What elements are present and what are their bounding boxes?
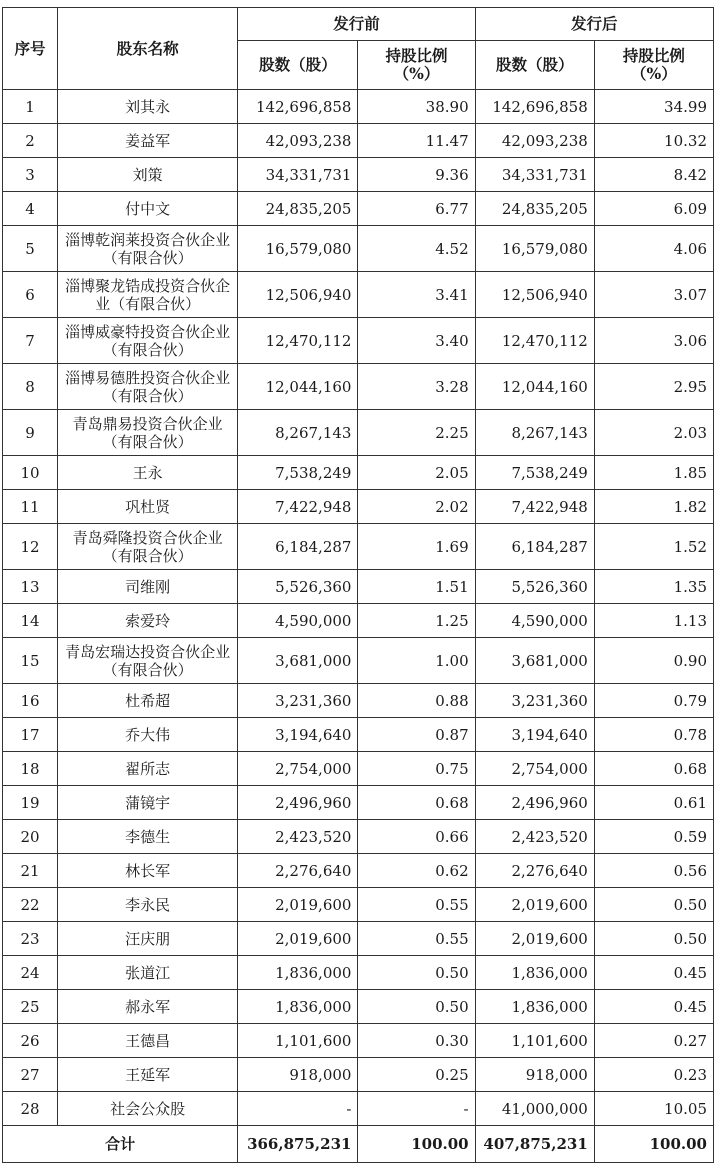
- ratio-after: 0.45: [594, 990, 713, 1024]
- shares-before: 142,696,858: [238, 90, 358, 124]
- shares-before: 2,019,600: [238, 922, 358, 956]
- shareholder-name: 蒲镜宇: [58, 786, 238, 820]
- row-index: 27: [3, 1058, 58, 1092]
- table-row: [3, 718, 714, 752]
- table-row: [3, 786, 714, 820]
- shareholder-table: [2, 7, 714, 1163]
- ratio-before: 0.88: [358, 684, 475, 718]
- shareholder-name: 姜益军: [58, 124, 238, 158]
- row-index: 14: [3, 604, 58, 638]
- ratio-after: 0.50: [594, 888, 713, 922]
- shares-after: 12,470,112: [475, 318, 594, 364]
- shares-before: 8,267,143: [238, 410, 358, 456]
- row-index: 17: [3, 718, 58, 752]
- table-row: [3, 1092, 714, 1126]
- row-index: 9: [3, 410, 58, 456]
- shares-after: 6,184,287: [475, 524, 594, 570]
- shareholder-name: 青岛舜隆投资合伙企业（有限合伙）: [58, 524, 238, 570]
- table-row: [3, 124, 714, 158]
- row-index: 24: [3, 956, 58, 990]
- ratio-before: 2.25: [358, 410, 475, 456]
- total-shares-after: 407,875,231: [475, 1126, 594, 1163]
- row-index: 16: [3, 684, 58, 718]
- shares-before: 5,526,360: [238, 570, 358, 604]
- shares-after: 41,000,000: [475, 1092, 594, 1126]
- ratio-before: 38.90: [358, 90, 475, 124]
- row-index: 21: [3, 854, 58, 888]
- table-row: [3, 226, 714, 272]
- shares-before: 6,184,287: [238, 524, 358, 570]
- ratio-before: 1.51: [358, 570, 475, 604]
- table-row: [3, 820, 714, 854]
- shareholder-name: 刘其永: [58, 90, 238, 124]
- ratio-before: 0.87: [358, 718, 475, 752]
- ratio-after: 1.52: [594, 524, 713, 570]
- table-row: [3, 364, 714, 410]
- ratio-after: 0.61: [594, 786, 713, 820]
- ratio-after: 0.68: [594, 752, 713, 786]
- total-ratio-before: 100.00: [358, 1126, 475, 1163]
- shares-before: 2,276,640: [238, 854, 358, 888]
- ratio-after: 10.32: [594, 124, 713, 158]
- table-row: [3, 272, 714, 318]
- ratio-before: 0.68: [358, 786, 475, 820]
- ratio-before: 3.28: [358, 364, 475, 410]
- shares-before: 2,019,600: [238, 888, 358, 922]
- shares-after: 3,231,360: [475, 684, 594, 718]
- row-index: 4: [3, 192, 58, 226]
- ratio-before: 3.40: [358, 318, 475, 364]
- shareholder-name: 王永: [58, 456, 238, 490]
- shareholder-name: 王延军: [58, 1058, 238, 1092]
- row-index: 1: [3, 90, 58, 124]
- row-index: 18: [3, 752, 58, 786]
- shareholder-name: 乔大伟: [58, 718, 238, 752]
- ratio-before: 0.62: [358, 854, 475, 888]
- ratio-before: 0.55: [358, 888, 475, 922]
- row-index: 25: [3, 990, 58, 1024]
- ratio-label: 持股比例: [385, 46, 448, 65]
- table-row: [3, 524, 714, 570]
- before-issue-header: 发行前: [238, 8, 475, 41]
- table-row: [3, 638, 714, 684]
- shares-after: 4,590,000: [475, 604, 594, 638]
- ratio-after: 0.50: [594, 922, 713, 956]
- ratio-before: 0.25: [358, 1058, 475, 1092]
- table-row: [3, 318, 714, 364]
- shares-before: 2,423,520: [238, 820, 358, 854]
- shareholder-name: 郝永军: [58, 990, 238, 1024]
- row-index: 23: [3, 922, 58, 956]
- shares-after: 1,836,000: [475, 990, 594, 1024]
- shareholder-name: 淄博聚龙锆成投资合伙企业（有限合伙）: [58, 272, 238, 318]
- shares-after: 5,526,360: [475, 570, 594, 604]
- shares-after: 16,579,080: [475, 226, 594, 272]
- shares-after: 1,101,600: [475, 1024, 594, 1058]
- shares-before: 3,231,360: [238, 684, 358, 718]
- table-row: [3, 570, 714, 604]
- shares-before: 12,470,112: [238, 318, 358, 364]
- shareholder-name: 淄博乾润莱投资合伙企业（有限合伙）: [58, 226, 238, 272]
- shares-after: 24,835,205: [475, 192, 594, 226]
- row-index: 19: [3, 786, 58, 820]
- ratio-before: 6.77: [358, 192, 475, 226]
- table-row: [3, 922, 714, 956]
- table-header: [3, 8, 714, 90]
- table-row: [3, 192, 714, 226]
- table-row: [3, 752, 714, 786]
- table-row: [3, 1058, 714, 1092]
- table-row: [3, 684, 714, 718]
- ratio-after: 2.03: [594, 410, 713, 456]
- ratio-unit: （%）: [631, 64, 677, 83]
- shares-after: 2,754,000: [475, 752, 594, 786]
- ratio-before: 2.05: [358, 456, 475, 490]
- ratio-before: 0.55: [358, 922, 475, 956]
- ratio-after: 0.23: [594, 1058, 713, 1092]
- row-index: 2: [3, 124, 58, 158]
- shareholder-name: 汪庆朋: [58, 922, 238, 956]
- shares-before: 24,835,205: [238, 192, 358, 226]
- ratio-after: 0.27: [594, 1024, 713, 1058]
- shareholder-name: 刘策: [58, 158, 238, 192]
- shareholder-name: 张道江: [58, 956, 238, 990]
- shares-after: 12,044,160: [475, 364, 594, 410]
- name-header: 股东名称: [58, 8, 238, 90]
- row-index: 11: [3, 490, 58, 524]
- ratio-before: 0.50: [358, 990, 475, 1024]
- ratio-after: 1.13: [594, 604, 713, 638]
- shareholder-name: 淄博威豪特投资合伙企业（有限合伙）: [58, 318, 238, 364]
- shares-before: 12,044,160: [238, 364, 358, 410]
- ratio-after: 0.45: [594, 956, 713, 990]
- ratio-before: 1.25: [358, 604, 475, 638]
- table-row: [3, 158, 714, 192]
- shares-after: 2,276,640: [475, 854, 594, 888]
- ratio-after: 34.99: [594, 90, 713, 124]
- shareholder-name: 巩杜贤: [58, 490, 238, 524]
- row-index: 15: [3, 638, 58, 684]
- ratio-before: 1.00: [358, 638, 475, 684]
- shares-after: 8,267,143: [475, 410, 594, 456]
- shareholder-name: 青岛宏瑞达投资合伙企业（有限合伙）: [58, 638, 238, 684]
- shares-before: 34,331,731: [238, 158, 358, 192]
- ratio-before: 1.69: [358, 524, 475, 570]
- ratio-before: 0.30: [358, 1024, 475, 1058]
- ratio-after: 0.59: [594, 820, 713, 854]
- index-header: 序号: [3, 8, 58, 90]
- shareholder-name: 青岛鼎易投资合伙企业（有限合伙）: [58, 410, 238, 456]
- table-body: [3, 90, 714, 1126]
- table-row: [3, 956, 714, 990]
- shares-before: 4,590,000: [238, 604, 358, 638]
- ratio-after: 2.95: [594, 364, 713, 410]
- shares-before: 12,506,940: [238, 272, 358, 318]
- ratio-after: 1.35: [594, 570, 713, 604]
- row-index: 20: [3, 820, 58, 854]
- ratio-unit: （%）: [393, 64, 440, 83]
- shares-after: 42,093,238: [475, 124, 594, 158]
- ratio-before: 3.41: [358, 272, 475, 318]
- ratio-before: 0.66: [358, 820, 475, 854]
- ratio-after: 6.09: [594, 192, 713, 226]
- ratio-after: 0.90: [594, 638, 713, 684]
- table-row: [3, 604, 714, 638]
- shares-after-header: 股数（股）: [475, 41, 594, 90]
- ratio-before: 9.36: [358, 158, 475, 192]
- shares-after: 2,496,960: [475, 786, 594, 820]
- ratio-label: 持股比例: [622, 46, 685, 65]
- shares-before: 1,836,000: [238, 990, 358, 1024]
- ratio-after: 0.78: [594, 718, 713, 752]
- shareholder-name: 李德生: [58, 820, 238, 854]
- row-index: 6: [3, 272, 58, 318]
- shares-before: 42,093,238: [238, 124, 358, 158]
- ratio-after: 0.79: [594, 684, 713, 718]
- shares-after: 34,331,731: [475, 158, 594, 192]
- shareholder-name: 淄博易德胜投资合伙企业（有限合伙）: [58, 364, 238, 410]
- table-footer: [3, 1126, 714, 1163]
- row-index: 10: [3, 456, 58, 490]
- shares-before: 1,101,600: [238, 1024, 358, 1058]
- shares-before: 7,538,249: [238, 456, 358, 490]
- shareholder-name: 司维刚: [58, 570, 238, 604]
- shares-after: 2,019,600: [475, 888, 594, 922]
- table-row: [3, 888, 714, 922]
- shareholder-name: 王德昌: [58, 1024, 238, 1058]
- ratio-after: 3.06: [594, 318, 713, 364]
- ratio-before: 11.47: [358, 124, 475, 158]
- table-row: [3, 490, 714, 524]
- ratio-before: 0.75: [358, 752, 475, 786]
- shareholder-name: 索爱玲: [58, 604, 238, 638]
- ratio-after: 4.06: [594, 226, 713, 272]
- table-row: [3, 456, 714, 490]
- total-ratio-after: 100.00: [594, 1126, 713, 1163]
- shares-before: 16,579,080: [238, 226, 358, 272]
- ratio-before: 0.50: [358, 956, 475, 990]
- total-row: [3, 1126, 714, 1163]
- shares-before: 1,836,000: [238, 956, 358, 990]
- shareholder-name: 林长军: [58, 854, 238, 888]
- table-row: [3, 990, 714, 1024]
- row-index: 3: [3, 158, 58, 192]
- after-issue-header: 发行后: [475, 8, 713, 41]
- table-row: [3, 854, 714, 888]
- ratio-before-header: [358, 41, 475, 90]
- shares-after: 7,422,948: [475, 490, 594, 524]
- ratio-after: 3.07: [594, 272, 713, 318]
- ratio-after-header: [594, 41, 713, 90]
- shares-before: 2,496,960: [238, 786, 358, 820]
- row-index: 5: [3, 226, 58, 272]
- shareholder-name: 付中文: [58, 192, 238, 226]
- ratio-before: 2.02: [358, 490, 475, 524]
- row-index: 28: [3, 1092, 58, 1126]
- row-index: 26: [3, 1024, 58, 1058]
- ratio-after: 1.82: [594, 490, 713, 524]
- shares-after: 1,836,000: [475, 956, 594, 990]
- shares-before: 918,000: [238, 1058, 358, 1092]
- ratio-after: 1.85: [594, 456, 713, 490]
- total-label: 合计: [3, 1126, 238, 1163]
- ratio-before: 4.52: [358, 226, 475, 272]
- shares-after: 918,000: [475, 1058, 594, 1092]
- shares-after: 2,019,600: [475, 922, 594, 956]
- row-index: 13: [3, 570, 58, 604]
- shareholder-name: 李永民: [58, 888, 238, 922]
- shareholder-name: 杜希超: [58, 684, 238, 718]
- table-row: [3, 410, 714, 456]
- shares-after: 12,506,940: [475, 272, 594, 318]
- ratio-after: 0.56: [594, 854, 713, 888]
- table-row: [3, 1024, 714, 1058]
- shares-before: 3,681,000: [238, 638, 358, 684]
- shares-before: -: [238, 1092, 358, 1126]
- row-index: 7: [3, 318, 58, 364]
- ratio-after: 10.05: [594, 1092, 713, 1126]
- row-index: 8: [3, 364, 58, 410]
- shares-after: 2,423,520: [475, 820, 594, 854]
- shareholder-name: 翟所志: [58, 752, 238, 786]
- shares-after: 3,194,640: [475, 718, 594, 752]
- shares-before: 2,754,000: [238, 752, 358, 786]
- row-index: 12: [3, 524, 58, 570]
- shares-after: 7,538,249: [475, 456, 594, 490]
- ratio-after: 8.42: [594, 158, 713, 192]
- shares-before-header: 股数（股）: [238, 41, 358, 90]
- row-index: 22: [3, 888, 58, 922]
- shares-before: 7,422,948: [238, 490, 358, 524]
- shares-after: 3,681,000: [475, 638, 594, 684]
- ratio-before: -: [358, 1092, 475, 1126]
- table-row: [3, 90, 714, 124]
- total-shares-before: 366,875,231: [238, 1126, 358, 1163]
- shareholder-name: 社会公众股: [58, 1092, 238, 1126]
- shares-before: 3,194,640: [238, 718, 358, 752]
- shares-after: 142,696,858: [475, 90, 594, 124]
